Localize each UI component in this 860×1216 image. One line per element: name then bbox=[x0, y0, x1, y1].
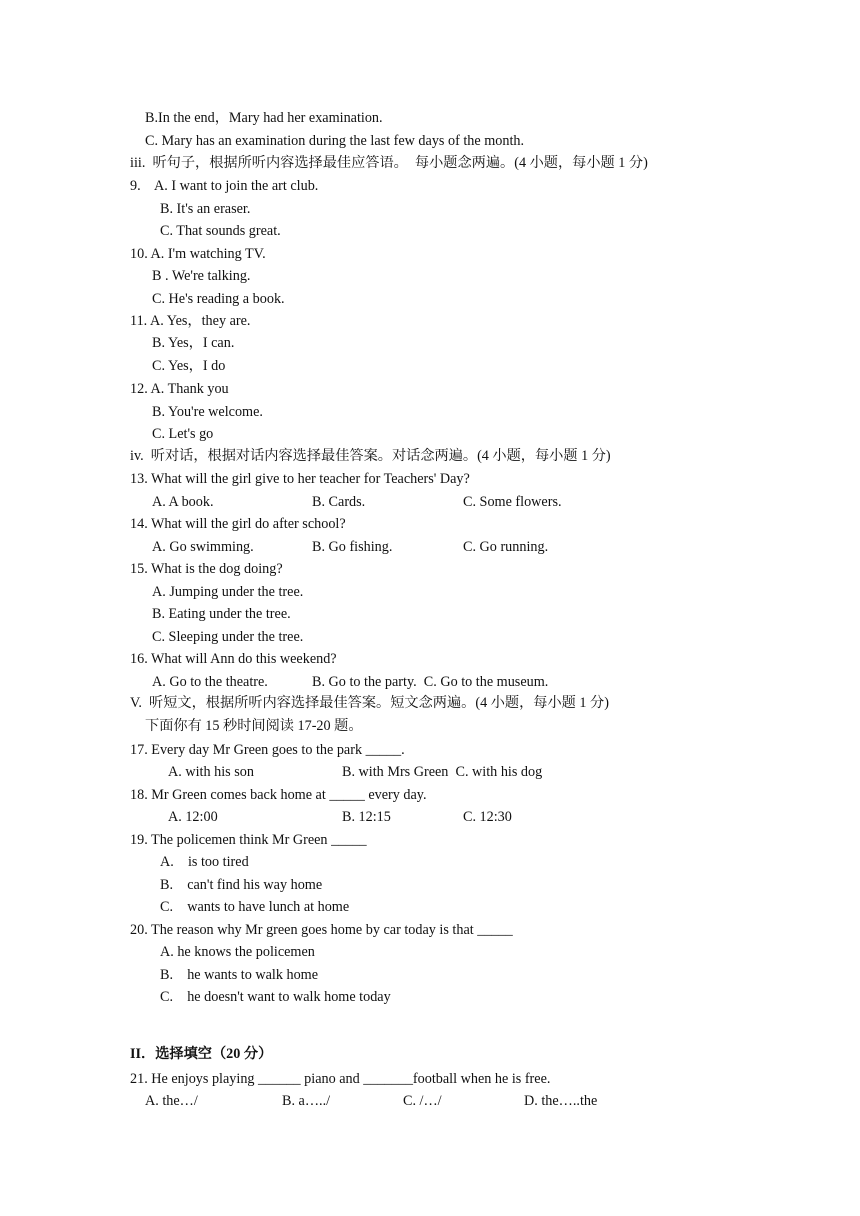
option-line: B . We're talking. bbox=[152, 268, 251, 284]
option-a: A. Go swimming. bbox=[152, 539, 254, 555]
option-bc: B. Go to the party. C. Go to the museum. bbox=[312, 674, 549, 690]
section-heading: iv. 听对话，根据对话内容选择最佳答案。对话念两遍。(4 小题，每小题 1 分) bbox=[130, 448, 611, 464]
question-19: 19. The policemen think Mr Green _____ bbox=[130, 832, 367, 848]
option-d: D. the…..the bbox=[524, 1093, 598, 1109]
option-line: C. wants to have lunch at home bbox=[160, 899, 350, 915]
option-b: B. Go fishing. bbox=[312, 539, 393, 555]
question-18: 18. Mr Green comes back home at _____ every day. bbox=[130, 787, 427, 803]
question-20: 20. The reason why Mr green goes home by car today is that _____ bbox=[130, 922, 513, 938]
question-16: 16. What will Ann do this weekend? bbox=[130, 651, 337, 667]
option-line: B. Eating under the tree. bbox=[152, 606, 291, 622]
option-a: A. 12:00 bbox=[168, 809, 218, 825]
option-line: C. Sleeping under the tree. bbox=[152, 629, 304, 645]
option-c: C. /…/ bbox=[403, 1093, 442, 1109]
instruction-line: 下面你有 15 秒时间阅读 17-20 题。 bbox=[145, 718, 363, 734]
option-line: B.In the end，Mary had her examination. bbox=[145, 110, 383, 126]
section-heading: iii. 听句子，根据所听内容选择最佳应答语。 每小题念两遍。(4 小题，每小题 1 分) bbox=[130, 155, 648, 171]
option-a: A. the…/ bbox=[145, 1093, 198, 1109]
option-line: C. That sounds great. bbox=[160, 223, 281, 239]
option-line: C. He's reading a book. bbox=[152, 291, 285, 307]
option-bc: B. with Mrs Green C. with his dog bbox=[342, 764, 543, 780]
option-line: B. Yes，I can. bbox=[152, 335, 235, 351]
question-14: 14. What will the girl do after school? bbox=[130, 516, 346, 532]
option-b: B. a…../ bbox=[282, 1093, 331, 1109]
option-line: C. he doesn't want to walk home today bbox=[160, 989, 391, 1005]
option-b: B. Cards. bbox=[312, 494, 366, 510]
option-line: B. he wants to walk home bbox=[160, 967, 319, 983]
question-10: 10. A. I'm watching TV. bbox=[130, 246, 266, 262]
question-11: 11. A. Yes，they are. bbox=[130, 313, 251, 329]
question-21: 21. He enjoys playing ______ piano and _______football when he is free. bbox=[130, 1071, 551, 1087]
option-line: C. Yes，I do bbox=[152, 358, 226, 374]
option-line: B. It's an eraser. bbox=[160, 201, 251, 217]
option-a: A. Go to the theatre. bbox=[152, 674, 268, 690]
option-line: A. he knows the policemen bbox=[160, 944, 315, 960]
section-heading: II．选择填空（20 分） bbox=[130, 1046, 273, 1062]
option-c: C. Go running. bbox=[463, 539, 549, 555]
option-line: B. You're welcome. bbox=[152, 404, 263, 420]
question-17: 17. Every day Mr Green goes to the park _____. bbox=[130, 742, 405, 758]
option-b: B. 12:15 bbox=[342, 809, 391, 825]
option-c: C. Some flowers. bbox=[463, 494, 562, 510]
option-line: C. Let's go bbox=[152, 426, 214, 442]
option-c: C. 12:30 bbox=[463, 809, 512, 825]
option-line: A. Jumping under the tree. bbox=[152, 584, 304, 600]
question-9: 9. A. I want to join the art club. bbox=[130, 178, 319, 194]
option-line: A. is too tired bbox=[160, 854, 249, 870]
option-a: A. with his son bbox=[168, 764, 254, 780]
option-a: A. A book. bbox=[152, 494, 214, 510]
question-12: 12. A. Thank you bbox=[130, 381, 229, 397]
section-heading: V. 听短文，根据所听内容选择最佳答案。短文念两遍。(4 小题，每小题 1 分) bbox=[130, 695, 609, 711]
option-line: B. can't find his way home bbox=[160, 877, 323, 893]
question-13: 13. What will the girl give to her teacher for Teachers' Day? bbox=[130, 471, 470, 487]
option-line: C. Mary has an examination during the last few days of the month. bbox=[145, 133, 525, 149]
question-15: 15. What is the dog doing? bbox=[130, 561, 283, 577]
